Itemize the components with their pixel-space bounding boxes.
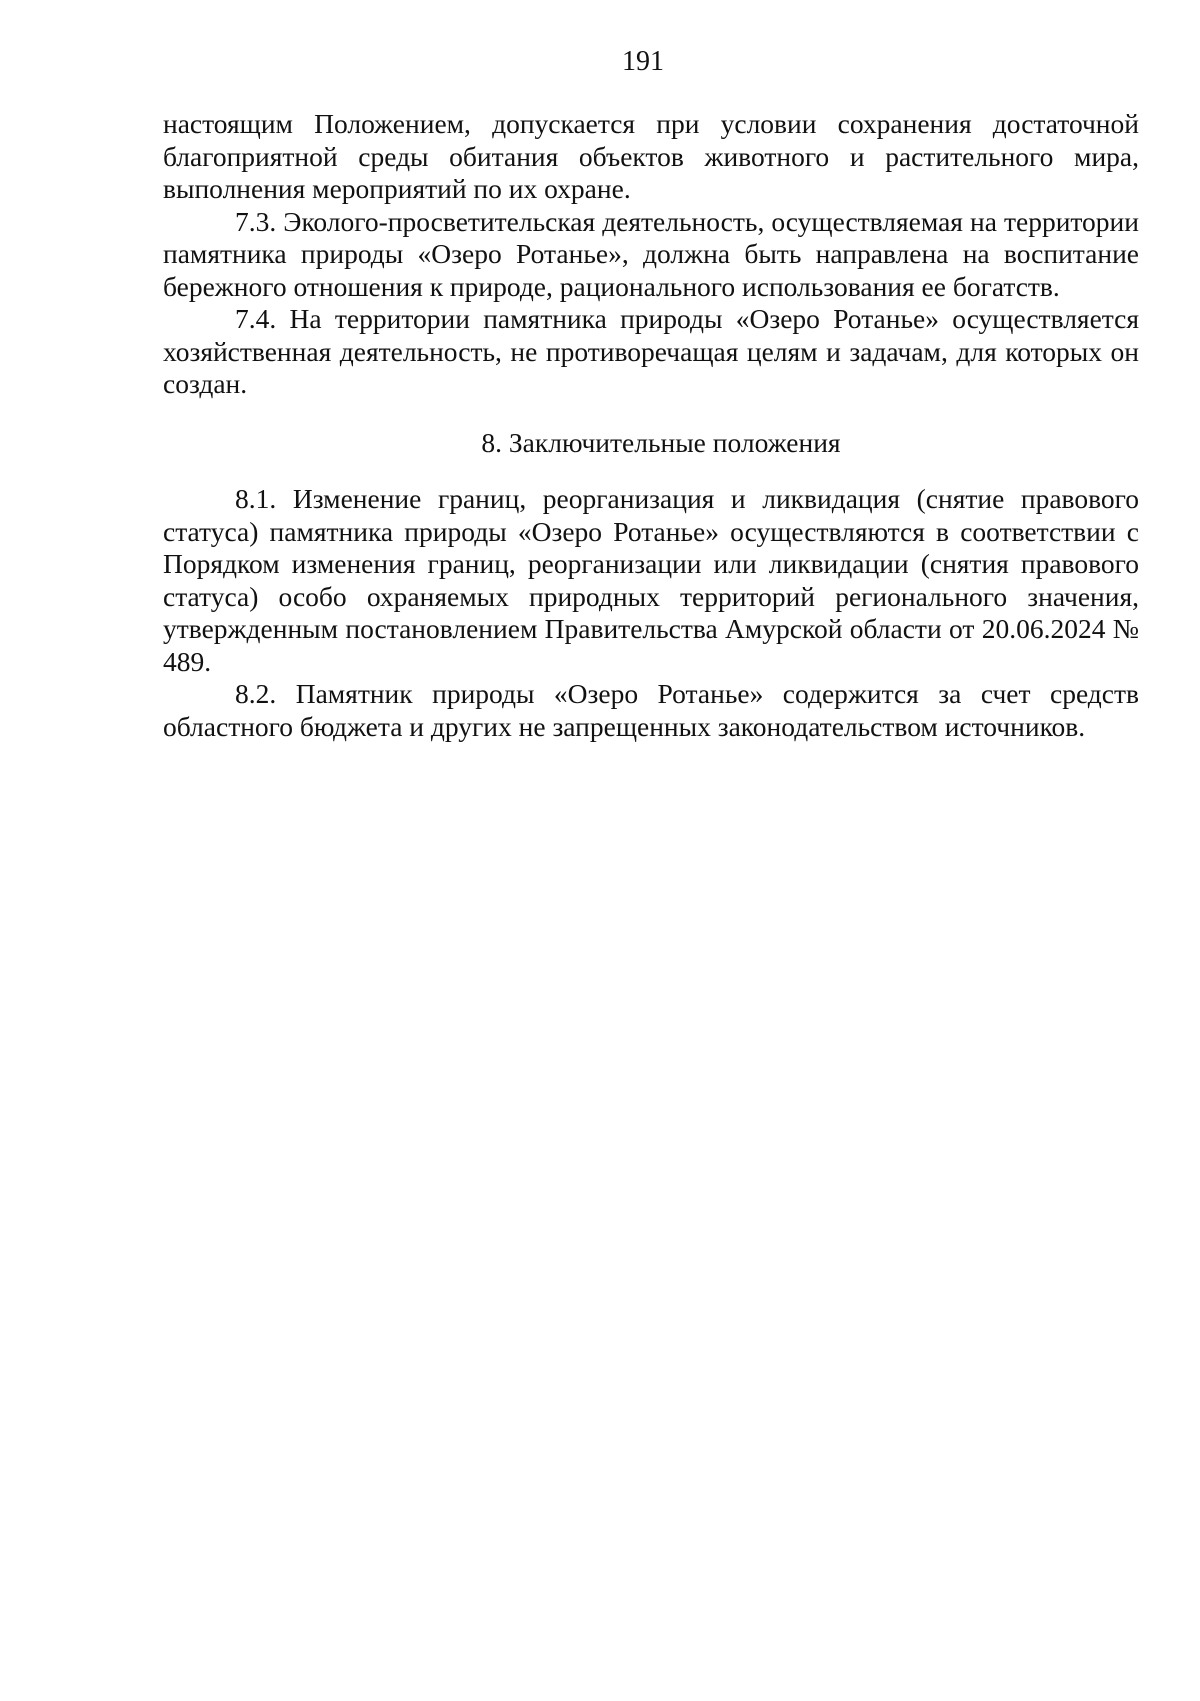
paragraph-7-3: 7.3. Эколого-просветительская деятельность, осуществляемая на территории памятника природы «Озеро Ротанье», должна быть направлена на воспитание бережного отношения к природе, рационального использования ее богатств. [163, 205, 1139, 302]
paragraph-7-4: 7.4. На территории памятника природы «Озеро Ротанье» осуществляется хозяйственная деятельность, не противоречащая целям и задачам, для которых он создан. [163, 303, 1139, 399]
document-body [163, 108, 1139, 743]
paragraph-continuation: настоящим Положением, допускается при условии сохранения достаточной благоприятной среды обитания объектов животного и растительного мира, выполнения мероприятий по их охране. [163, 108, 1139, 204]
paragraph-8-2: 8.2. Памятник природы «Озеро Ротанье» содержится за счет средств областного бюджета и других не запрещенных законодательством источников. [163, 678, 1139, 742]
page-number: 191 [622, 46, 664, 77]
paragraph-8-1: 8.1. Изменение границ, реорганизация и ликвидация (снятие правового статуса) памятника природы «Озеро Ротанье» осуществляются в соответствии с Порядком изменения границ, реорганизации или ликвидации (снятия правового статуса) особо охраняемых природных территорий регионального значения, утвержденным постановлением Правительства Амурской области от 20.06.2024 № 489. [163, 483, 1139, 677]
section-heading-8: 8. Заключительные положения [481, 426, 841, 458]
